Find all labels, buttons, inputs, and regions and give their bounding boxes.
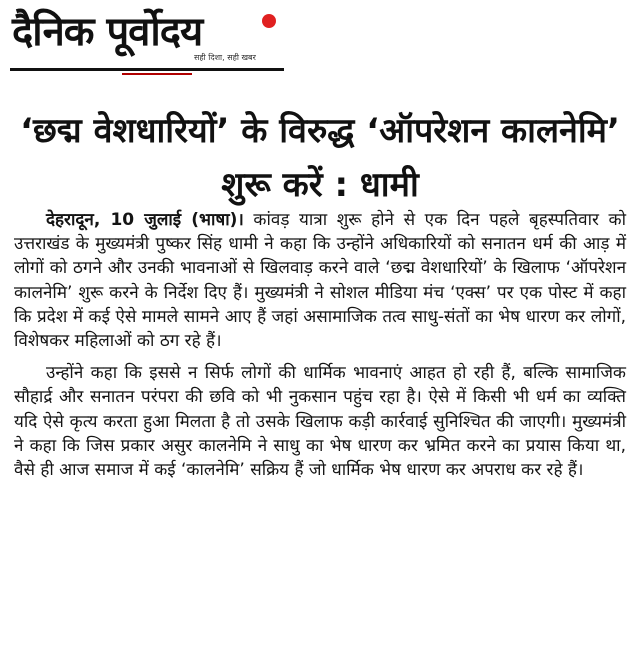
article-headline: ‘छद्म वेशधारियों’ के विरुद्ध ‘ऑपरेशन कालनेमि’ शुरू करें : धामी	[20, 111, 620, 205]
article-body	[14, 208, 626, 482]
masthead	[0, 0, 637, 80]
masthead-subrule	[122, 73, 192, 75]
article-dateline: देहरादून, 10 जुलाई (भाषा)।	[46, 210, 244, 230]
masthead-rule	[10, 68, 284, 71]
newspaper-tagline: सही दिशा, सही खबर	[194, 53, 256, 62]
article-paragraph-2: उन्होंने कहा कि इससे न सिर्फ लोगों की धार्मिक भावनाएं आहत हो रही हैं, बल्कि सामाजिक सौहार्द्र और सनातन परंपरा की छवि को भी नुकसान पहुंच रहा है। ऐसे में किसी भी धर्म का व्यक्ति यदि ऐसे कृत्य करता हुआ मिलता है तो उसके खिलाफ कड़ी कार्रवाई सुनिश्चित की जाएगी। मुख्यमंत्री ने कहा कि जिस प्रकार असुर कालनेमि ने साधु का भेष धारण कर भ्रमित करने का प्रयास किया था, वैसे ही आज समाज में कई ‘कालनेमि’ सक्रिय हैं जो धार्मिक भेष धारण कर अपराध कर रहे हैं।	[14, 363, 626, 481]
paragraph-1-text: कांवड़ यात्रा शुरू होने से एक दिन पहले बृहस्पतिवार को उत्तराखंड के मुख्यमंत्री पुष्कर सिंह धामी ने कहा कि उन्होंने अधिकारियों को सनातन धर्म की आड़ में लोगों को ठगने और उनकी भावनाओं से खिलवाड़ करने वाले ‘छद्म वेशधारियों’ के खिलाफ ‘ऑपरेशन कालनेमि’ शुरू करने के निर्देश दिए हैं। मुख्यमंत्री ने सोशल मीडिया मंच ‘एक्स’ पर एक पोस्ट में कहा कि प्रदेश में कई ऐसे मामले सामने आए हैं जहां असामाजिक तत्व साधु-संतों का भेष धारण कर लोगों, विशेषकर महिलाओं को ठग रहे हैं।	[14, 210, 626, 352]
brand-dot-icon	[262, 14, 276, 28]
article-paragraph-1	[14, 208, 626, 353]
newspaper-name: दैनिक पूर्वोदय	[12, 9, 203, 55]
